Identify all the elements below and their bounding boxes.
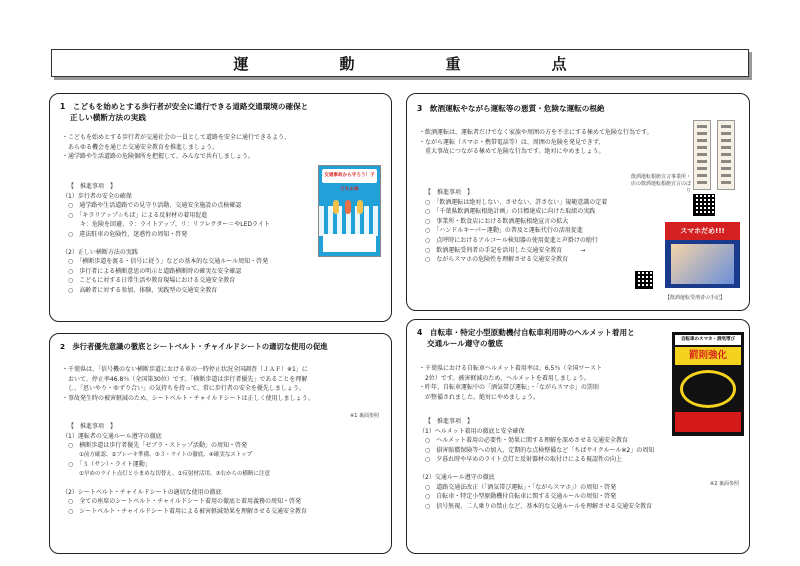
section-4-note: ※2 裏面参照 xyxy=(710,481,739,487)
child-safety-poster-image: 交通事故から守ろう！子どもの命 xyxy=(318,165,381,257)
page-title-bar xyxy=(51,49,749,77)
section-2-title: 2 歩行者優先意識の徹底とシートベルト・チャイルドシートの適切な使用の促進 xyxy=(60,342,328,351)
section-3-items: 【 推進事項 】 ○ 「飲酒運転は絶対しない、させない、許さない」規範意識の定着 ○ 「千葉県飲酒運転根絶計画」の目標達成に向けた取組の実践 ○ 事業所・飲食店における飲酒運転根絶宣言の拡大 ○ 「ハンドルキーパー運動」の普及と運転代行の活用促進 ○ 点呼時におけるアルコール検知器の使用促進と声掛けの励行 ○ 飲酒運転受刑者の手記を活用した交通安全教育 → ○ ながらスマホの危険性を理解させる交通安全教育 xyxy=(425,189,608,264)
page-title: 運 動 重 点 xyxy=(233,54,605,73)
qr-code-icon-2 xyxy=(635,271,653,289)
section-4-items: 【 推進事項 】 （1）ヘルメット着用の徹底と安全確保 ○ ヘルメット着用の必要性・効果に関する理解を深めさせる交通安全教育 ○ 損害賠償保険等への加入、定期的な点検整備など「ちばサイクルール※2」の周知 ○ 夕暮れ時や早めのライト点灯と反射器材の取付けによる視認性の向上 （2）交通ルール遵守の徹底 ○ 道路交通法改正（「酒気帯び運転」・「ながらスマホ」）の周知・啓発 ○ 自転車・特定小型原動機付自転車に関する交通ルールの周知・啓発 ○ 信号無視、二人乗りの禁止など、基本的な交通ルールを理解させる交通安全教育 xyxy=(419,418,655,510)
section-4-title: 4 自転車・特定小型原動機付自転車利用時のヘルメット着用と 交通ルール遵守の徹底 xyxy=(417,328,635,348)
section-1-intro: ・こどもを始めとする歩行者が交通社会の一員として道路を安全に通行できるよう、 あらゆる機会を通じた交通安全教育を推進しましょう。 ・通学路や生活道路の危険個所を把握して、みんなで共有しましょう。 xyxy=(62,134,291,160)
section-2-note: ※1 裏面参照 xyxy=(350,413,379,419)
no-smartphone-poster-image: スマホだめ!!! xyxy=(665,222,740,288)
section-3-title: 3 飲酒運転やながら運転等の悪質・危険な運転の根絶 xyxy=(417,104,605,113)
section-1-panel xyxy=(49,93,392,322)
drunk-driving-banner-image xyxy=(693,120,711,190)
section-1-items: 【 推進事項 】 （1）歩行者の安全の確保 ○ 通学路や生活道路での見守り活動、交通安全施設の点検確認 ○ 「キラリアップ☆ちば」による反射材の着用促進 キ：危険を回避、ラ：ライトアップ、リ：リフレクター＝やLEDライト ○ 違法駐車の危険性、迷惑性の周知・啓発 （2）正しい横断方法の実践 ○ 「横断歩道を渡る・信号に従う」などの基本的な交通ルール周知・啓発 ○ 歩行者による横断意思の明示と道路横断時の確実な安全確認 ○ こどもに対する日常生活や教育現場における交通安全教育 ○ 高齢者に対する参加、体験、実践型の交通安全教育 xyxy=(62,183,270,294)
drunk-driving-banner-image-2 xyxy=(717,120,735,190)
section-2-intro: ・千葉県は、「信号機のない横断歩道における車の一時停止状況全国調査（ＪＡＦ）※1」に おいて、停止率46.8％（全国第30位）です。「横断歩道は歩行者優先」であることを理解 し、「思いやり・ゆずり合い」の気持ちを持って、常に歩行者の安全を優先しましょう。 ・事故発生時の被害軽減のため、シートベルト・チャイルドシートは正しく使用しましょう。 xyxy=(62,366,314,402)
section-2-items: 【 推進事項 】 （1）運転者の交通ルール遵守の徹底 ○ 横断歩道は歩行者優先「ゼブラ・ストップ活動」の周知・啓発 ①前方確認、②ブレーキ準備、③３・ライトの徹底、④確実なストップ ○ 「３（サン）・ライト運動」 ①早めのライト点灯と小まめな切替え、②反射材活用、③右からの横断に注意 （2）シートベルト・チャイルドシートの適切な使用の徹底 ○ 全ての座席のシートベルト・チャイルドシート着用の徹底と着用義務の周知・啓発 ○ シートベルト・チャイルドシート着用による被害軽減効果を理解させる交通安全教育 xyxy=(62,423,308,515)
section-4-intro: ・千葉県における自転車ヘルメット着用率は、6.5％（全国ワースト 2位）です。被害軽減のため、ヘルメットを着用しましょう。 ・昨年、自転車運転中の「酒気帯び運転」・「ながらスマホ」の罰則 が整備されました。絶対にやめましょう。 xyxy=(419,365,603,401)
section-3-intro: ・飲酒運転は、運転者だけでなく家族や周囲の方を不幸にする極めて危険な行為です。 ・ながら運転（スマホ・携帯電話等）は、周囲の危険を発見できず、 重大事故につながる極めて危険な行為です。絶対にやめましょう。 xyxy=(419,129,653,155)
sign-caption: 飲酒運転根絶宣言事業所・ 店の飲酒運転根絶宣言のぼり xyxy=(631,174,692,194)
section-3-panel xyxy=(406,93,750,311)
section-1-title: 1 こどもを始めとする歩行者が安全に通行できる道路交通環境の確保と 正しい横断方法の実践 xyxy=(60,102,309,122)
section-4-panel xyxy=(406,319,750,554)
section-2-panel xyxy=(49,333,392,554)
bicycle-penalty-poster-image: 自転車のスマホ・酒気帯び 罰則強化 xyxy=(672,332,744,436)
qr-caption: 【飲酒運転受刑者の手記】 xyxy=(665,295,726,301)
qr-code-icon xyxy=(693,194,715,216)
